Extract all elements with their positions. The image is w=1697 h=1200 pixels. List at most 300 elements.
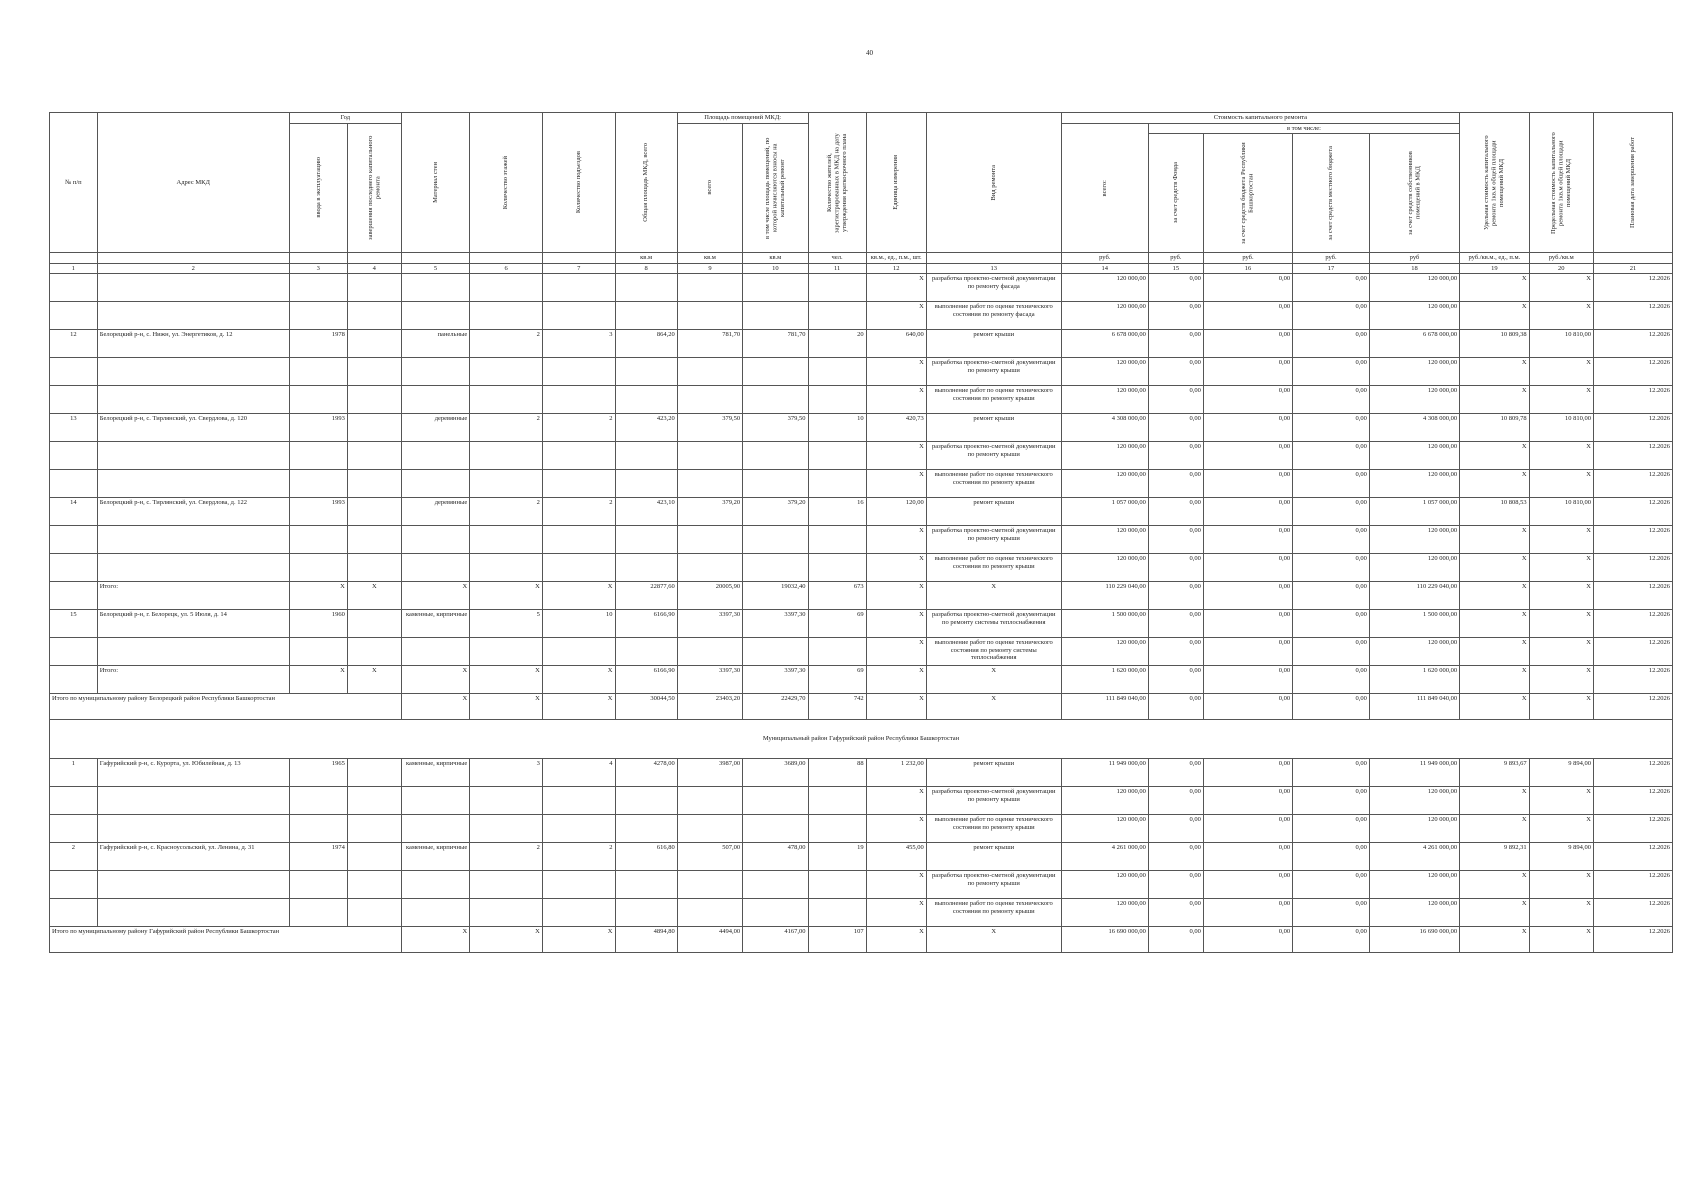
cell-address <box>97 274 289 302</box>
table-row <box>50 414 1673 442</box>
cell-cost-total: 120 000,00 <box>1061 470 1148 498</box>
cell-year-commission <box>289 899 347 927</box>
cell-total-area: 423,10 <box>615 498 677 526</box>
cell-floors <box>470 274 543 302</box>
cell-premises-residential <box>743 274 808 302</box>
cell-cost-fund: 0,00 <box>1148 759 1203 787</box>
cell-planned-date: 12.2026 <box>1593 638 1672 666</box>
cell-wall-material <box>401 470 469 498</box>
cell-entrances: 3 <box>542 330 615 358</box>
cell-total-area: 30044,50 <box>615 694 677 720</box>
cell-floors <box>470 787 543 815</box>
cell-num <box>50 638 98 666</box>
cell-residents: 742 <box>808 694 866 720</box>
cell-wall-material: X <box>401 582 469 610</box>
cell-cost-republic: 0,00 <box>1203 274 1292 302</box>
cell-entrances: 10 <box>542 610 615 638</box>
cell-unit-cost: X <box>1460 526 1530 554</box>
total-row-gafuri <box>50 927 1673 953</box>
cell-cost-local: 0,00 <box>1293 582 1370 610</box>
column-number: 2 <box>97 263 289 274</box>
cell-year-commission: 1974 <box>289 843 347 871</box>
cell-unit: X <box>866 554 926 582</box>
cell-residents <box>808 274 866 302</box>
cell-entrances <box>542 526 615 554</box>
cell-cost-total: 120 000,00 <box>1061 554 1148 582</box>
cell-cost-fund: 0,00 <box>1148 899 1203 927</box>
cell-planned-date: 12.2026 <box>1593 759 1672 787</box>
cell-address: Гафурийский р-н, с. Красноусольский, ул. Ленина, д. 31 <box>97 843 289 871</box>
cell-year-commission: X <box>289 582 347 610</box>
header-entrances: Количество подъездов <box>542 113 615 253</box>
cell-repair-type: выполнение работ по оценке технического состояния по ремонту системы теплоснабжения <box>926 638 1061 666</box>
cell-cost-republic: 0,00 <box>1203 815 1292 843</box>
cell-cost-fund: 0,00 <box>1148 843 1203 871</box>
header-repair-type: Вид ремонта <box>926 113 1061 253</box>
cell-premises-total: 507,00 <box>677 843 742 871</box>
cell-year-commission <box>289 815 347 843</box>
cell-wall-material <box>401 554 469 582</box>
cell-planned-date: 12.2026 <box>1593 302 1672 330</box>
cell-max-cost: 10 810,00 <box>1529 414 1593 442</box>
cell-cost-owners: 111 849 040,00 <box>1369 694 1459 720</box>
cell-floors: 5 <box>470 610 543 638</box>
units-row <box>50 253 1673 264</box>
cell-unit: X <box>866 386 926 414</box>
cell-cost-republic: 0,00 <box>1203 899 1292 927</box>
column-number: 11 <box>808 263 866 274</box>
cell-year-commission: 1978 <box>289 330 347 358</box>
header-planned-date: Плановая дата завершения работ <box>1593 113 1672 253</box>
cell-cost-owners: 120 000,00 <box>1369 815 1459 843</box>
cell-entrances <box>542 638 615 666</box>
header-num: № п/п <box>50 113 98 253</box>
cell-premises-residential: 3397,30 <box>743 610 808 638</box>
unit-cell: руб. <box>1148 253 1203 264</box>
cell-entrances <box>542 274 615 302</box>
cell-total-area: 6166,90 <box>615 666 677 694</box>
cell-year-commission <box>289 386 347 414</box>
cell-planned-date: 12.2026 <box>1593 815 1672 843</box>
column-number: 21 <box>1593 263 1672 274</box>
cell-cost-fund: 0,00 <box>1148 358 1203 386</box>
cell-premises-residential: 4167,00 <box>743 927 808 953</box>
cell-unit-cost: 10 808,53 <box>1460 498 1530 526</box>
cell-unit: X <box>866 358 926 386</box>
repair-plan-table <box>49 112 1673 953</box>
cell-unit: 640,00 <box>866 330 926 358</box>
cell-max-cost: 9 894,00 <box>1529 843 1593 871</box>
cell-max-cost: X <box>1529 899 1593 927</box>
cell-unit-cost: 10 809,38 <box>1460 330 1530 358</box>
cell-cost-owners: 120 000,00 <box>1369 302 1459 330</box>
table-row <box>50 470 1673 498</box>
cell-repair-type: X <box>926 694 1061 720</box>
cell-unit-cost: X <box>1460 610 1530 638</box>
cell-cost-republic: 0,00 <box>1203 871 1292 899</box>
header-unit-cost: Удельная стоимость капитального ремонта 1кв.м общей площади помещений МКД <box>1460 113 1530 253</box>
header-cost-republic: за счет средств бюджета Республики Башкортостан <box>1203 134 1292 253</box>
cell-unit: X <box>866 638 926 666</box>
cell-unit-cost: X <box>1460 442 1530 470</box>
cell-floors <box>470 899 543 927</box>
cell-unit: 1 232,00 <box>866 759 926 787</box>
cell-cost-owners: 120 000,00 <box>1369 526 1459 554</box>
beloretsk-rows <box>50 274 1673 694</box>
table-row <box>50 815 1673 843</box>
cell-entrances <box>542 554 615 582</box>
cell-premises-residential <box>743 470 808 498</box>
cell-num <box>50 386 98 414</box>
cell-max-cost: 10 810,00 <box>1529 330 1593 358</box>
unit-cell <box>401 253 469 264</box>
unit-cell: кв.м <box>615 253 677 264</box>
cell-total-area: 423,20 <box>615 414 677 442</box>
cell-total-area <box>615 787 677 815</box>
cell-wall-material <box>401 302 469 330</box>
cell-total-area <box>615 815 677 843</box>
beloretsk-total <box>50 694 1673 720</box>
cell-entrances <box>542 787 615 815</box>
cell-premises-residential: 379,20 <box>743 498 808 526</box>
cell-year-last-repair <box>347 330 401 358</box>
cell-cost-republic: 0,00 <box>1203 302 1292 330</box>
header-cost-total: всего: <box>1061 123 1148 253</box>
cell-residents <box>808 358 866 386</box>
cell-wall-material: каменные, кирпичные <box>401 843 469 871</box>
cell-cost-local: 0,00 <box>1293 498 1370 526</box>
cell-wall-material <box>401 787 469 815</box>
cell-cost-republic: 0,00 <box>1203 330 1292 358</box>
table-row <box>50 442 1673 470</box>
cell-repair-type: разработка проектно-сметной документации по ремонту системы теплоснабжения <box>926 610 1061 638</box>
cell-residents: 107 <box>808 927 866 953</box>
cell-year-commission <box>289 274 347 302</box>
unit-cell: кв.м <box>677 253 742 264</box>
cell-max-cost: 9 894,00 <box>1529 759 1593 787</box>
cell-year-commission <box>289 871 347 899</box>
cell-cost-total: 120 000,00 <box>1061 871 1148 899</box>
cell-repair-type: выполнение работ по оценке технического состояния по ремонту крыши <box>926 470 1061 498</box>
cell-residents: 19 <box>808 843 866 871</box>
cell-unit: 455,00 <box>866 843 926 871</box>
cell-planned-date: 12.2026 <box>1593 871 1672 899</box>
cell-cost-republic: 0,00 <box>1203 442 1292 470</box>
cell-total-area <box>615 470 677 498</box>
cell-total-area <box>615 526 677 554</box>
cell-residents <box>808 386 866 414</box>
cell-premises-total <box>677 899 742 927</box>
column-number: 20 <box>1529 263 1593 274</box>
cell-wall-material: X <box>401 927 469 953</box>
cell-cost-local: 0,00 <box>1293 666 1370 694</box>
table-row <box>50 386 1673 414</box>
cell-repair-type: X <box>926 582 1061 610</box>
cell-cost-republic: 0,00 <box>1203 582 1292 610</box>
cell-repair-type: выполнение работ по оценке технического состояния по ремонту крыши <box>926 815 1061 843</box>
cell-cost-republic: 0,00 <box>1203 666 1292 694</box>
unit-cell: руб./кв.м., ед., п.м. <box>1460 253 1530 264</box>
cell-unit: X <box>866 927 926 953</box>
table-row <box>50 274 1673 302</box>
cell-premises-residential: 478,00 <box>743 843 808 871</box>
unit-cell: руб./кв.м <box>1529 253 1593 264</box>
cell-year-last-repair <box>347 899 401 927</box>
cell-cost-total: 120 000,00 <box>1061 274 1148 302</box>
header-address: Адрес МКД <box>97 113 289 253</box>
cell-total-area <box>615 302 677 330</box>
cell-max-cost: X <box>1529 274 1593 302</box>
total-label: Итого по муниципальному району Белорецкий район Республики Башкортостан <box>50 694 402 720</box>
cell-cost-local: 0,00 <box>1293 759 1370 787</box>
cell-year-commission: X <box>289 666 347 694</box>
table-row <box>50 526 1673 554</box>
cell-max-cost: X <box>1529 815 1593 843</box>
cell-repair-type: выполнение работ по оценке технического состояния по ремонту фасада <box>926 302 1061 330</box>
cell-premises-residential <box>743 526 808 554</box>
cell-repair-type: выполнение работ по оценке технического состояния по ремонту крыши <box>926 899 1061 927</box>
cell-premises-total: 3397,30 <box>677 666 742 694</box>
unit-cell: кв.м <box>743 253 808 264</box>
cell-premises-residential <box>743 638 808 666</box>
unit-cell <box>289 253 347 264</box>
cell-unit-cost: X <box>1460 358 1530 386</box>
cell-residents <box>808 302 866 330</box>
cell-num <box>50 442 98 470</box>
cell-unit: X <box>866 274 926 302</box>
cell-total-area <box>615 274 677 302</box>
cell-entrances <box>542 442 615 470</box>
cell-total-area: 4894,80 <box>615 927 677 953</box>
cell-cost-republic: 0,00 <box>1203 358 1292 386</box>
cell-planned-date: 12.2026 <box>1593 554 1672 582</box>
cell-num <box>50 358 98 386</box>
cell-unit-cost: X <box>1460 470 1530 498</box>
cell-unit: X <box>866 815 926 843</box>
cell-cost-local: 0,00 <box>1293 787 1370 815</box>
cell-cost-local: 0,00 <box>1293 610 1370 638</box>
cell-repair-type: ремонт крыши <box>926 759 1061 787</box>
cell-residents: 88 <box>808 759 866 787</box>
cell-cost-republic: 0,00 <box>1203 470 1292 498</box>
cell-cost-local: 0,00 <box>1293 386 1370 414</box>
cell-repair-type: разработка проектно-сметной документации по ремонту крыши <box>926 358 1061 386</box>
cell-cost-total: 1 500 000,00 <box>1061 610 1148 638</box>
cell-wall-material <box>401 442 469 470</box>
header-year-group: Год <box>289 113 401 124</box>
cell-unit-cost: X <box>1460 638 1530 666</box>
cell-cost-owners: 120 000,00 <box>1369 871 1459 899</box>
cell-cost-total: 120 000,00 <box>1061 386 1148 414</box>
cell-num <box>50 582 98 610</box>
cell-cost-republic: 0,00 <box>1203 610 1292 638</box>
cell-entrances <box>542 358 615 386</box>
cell-unit-cost: X <box>1460 582 1530 610</box>
cell-repair-type: выполнение работ по оценке технического состояния по ремонту крыши <box>926 386 1061 414</box>
cell-entrances: X <box>542 927 615 953</box>
cell-max-cost: X <box>1529 470 1593 498</box>
cell-address: Белорецкий р-н, с. Нижн, ул. Энергетиков, д. 12 <box>97 330 289 358</box>
cell-year-last-repair <box>347 871 401 899</box>
cell-premises-residential <box>743 554 808 582</box>
cell-premises-residential: 781,70 <box>743 330 808 358</box>
cell-floors <box>470 526 543 554</box>
column-number: 12 <box>866 263 926 274</box>
cell-cost-owners: 120 000,00 <box>1369 442 1459 470</box>
cell-premises-residential: 3689,00 <box>743 759 808 787</box>
cell-wall-material <box>401 638 469 666</box>
cell-entrances: X <box>542 666 615 694</box>
cell-year-commission <box>289 526 347 554</box>
cell-repair-type: ремонт крыши <box>926 330 1061 358</box>
gafuri-rows <box>50 759 1673 927</box>
cell-cost-local: 0,00 <box>1293 274 1370 302</box>
cell-max-cost: X <box>1529 787 1593 815</box>
cell-cost-total: 110 229 040,00 <box>1061 582 1148 610</box>
cell-cost-local: 0,00 <box>1293 302 1370 330</box>
cell-cost-republic: 0,00 <box>1203 526 1292 554</box>
cell-cost-total: 6 678 000,00 <box>1061 330 1148 358</box>
cell-unit: 120,00 <box>866 498 926 526</box>
cell-repair-type: ремонт крыши <box>926 414 1061 442</box>
cell-num <box>50 302 98 330</box>
cell-max-cost: X <box>1529 302 1593 330</box>
cell-cost-fund: 0,00 <box>1148 638 1203 666</box>
cell-floors: 2 <box>470 414 543 442</box>
cell-total-area <box>615 638 677 666</box>
cell-max-cost: X <box>1529 871 1593 899</box>
cell-premises-total <box>677 815 742 843</box>
cell-cost-local: 0,00 <box>1293 843 1370 871</box>
cell-planned-date: 12.2026 <box>1593 694 1672 720</box>
cell-cost-fund: 0,00 <box>1148 526 1203 554</box>
cell-cost-local: 0,00 <box>1293 899 1370 927</box>
column-number: 16 <box>1203 263 1292 274</box>
header-floors: Количество этажей <box>470 113 543 253</box>
cell-cost-owners: 16 690 000,00 <box>1369 927 1459 953</box>
cell-unit-cost: 9 893,67 <box>1460 759 1530 787</box>
cell-cost-local: 0,00 <box>1293 442 1370 470</box>
cell-wall-material <box>401 815 469 843</box>
cell-premises-residential <box>743 302 808 330</box>
cell-wall-material <box>401 899 469 927</box>
cell-premises-total <box>677 554 742 582</box>
cell-cost-owners: 120 000,00 <box>1369 554 1459 582</box>
cell-cost-total: 120 000,00 <box>1061 442 1148 470</box>
cell-entrances <box>542 302 615 330</box>
cell-cost-fund: 0,00 <box>1148 414 1203 442</box>
cell-cost-owners: 120 000,00 <box>1369 787 1459 815</box>
cell-planned-date: 12.2026 <box>1593 927 1672 953</box>
cell-total-area: 864,20 <box>615 330 677 358</box>
cell-cost-local: 0,00 <box>1293 330 1370 358</box>
cell-repair-type: разработка проектно-сметной документации по ремонту крыши <box>926 787 1061 815</box>
cell-premises-residential <box>743 358 808 386</box>
unit-cell: кв.м., ед., п.м., шт. <box>866 253 926 264</box>
cell-num <box>50 871 98 899</box>
cell-cost-owners: 120 000,00 <box>1369 899 1459 927</box>
header-incl: в том числе: <box>1148 123 1459 134</box>
cell-premises-total <box>677 386 742 414</box>
cell-cost-local: 0,00 <box>1293 638 1370 666</box>
cell-cost-republic: 0,00 <box>1203 759 1292 787</box>
cell-residents: 69 <box>808 610 866 638</box>
cell-year-commission: 1993 <box>289 498 347 526</box>
cell-year-last-repair <box>347 638 401 666</box>
cell-unit-cost: 9 892,31 <box>1460 843 1530 871</box>
table-row <box>50 358 1673 386</box>
cell-cost-total: 11 949 000,00 <box>1061 759 1148 787</box>
cell-max-cost: X <box>1529 386 1593 414</box>
cell-cost-fund: 0,00 <box>1148 442 1203 470</box>
cell-cost-local: 0,00 <box>1293 694 1370 720</box>
total-label: Итого по муниципальному району Гафурийский район Республики Башкортостан <box>50 927 402 953</box>
column-number: 14 <box>1061 263 1148 274</box>
repair-plan-table-wrapper <box>49 112 1673 953</box>
cell-repair-type: разработка проектно-сметной документации по ремонту крыши <box>926 871 1061 899</box>
cell-unit: X <box>866 442 926 470</box>
cell-cost-republic: 0,00 <box>1203 414 1292 442</box>
header-cost-local: за счет средств местного бюджета <box>1293 134 1370 253</box>
cell-cost-owners: 4 261 000,00 <box>1369 843 1459 871</box>
cell-cost-local: 0,00 <box>1293 815 1370 843</box>
cell-cost-fund: 0,00 <box>1148 871 1203 899</box>
cell-max-cost: X <box>1529 610 1593 638</box>
cell-cost-total: 120 000,00 <box>1061 787 1148 815</box>
cell-cost-owners: 120 000,00 <box>1369 386 1459 414</box>
cell-cost-republic: 0,00 <box>1203 787 1292 815</box>
cell-residents <box>808 638 866 666</box>
cell-year-last-repair <box>347 498 401 526</box>
cell-num: 13 <box>50 414 98 442</box>
cell-cost-total: 120 000,00 <box>1061 815 1148 843</box>
cell-max-cost: X <box>1529 666 1593 694</box>
cell-residents <box>808 442 866 470</box>
column-number: 13 <box>926 263 1061 274</box>
cell-premises-residential: 22429,70 <box>743 694 808 720</box>
cell-planned-date: 12.2026 <box>1593 610 1672 638</box>
cell-unit: X <box>866 470 926 498</box>
cell-wall-material <box>401 871 469 899</box>
cell-entrances <box>542 470 615 498</box>
total-row-beloretsk <box>50 694 1673 720</box>
cell-address <box>97 899 289 927</box>
cell-floors <box>470 470 543 498</box>
cell-planned-date: 12.2026 <box>1593 358 1672 386</box>
table-row <box>50 554 1673 582</box>
cell-floors: 2 <box>470 498 543 526</box>
cell-cost-total: 120 000,00 <box>1061 899 1148 927</box>
cell-cost-fund: 0,00 <box>1148 582 1203 610</box>
cell-max-cost: 10 810,00 <box>1529 498 1593 526</box>
cell-cost-owners: 120 000,00 <box>1369 358 1459 386</box>
cell-residents <box>808 554 866 582</box>
cell-address <box>97 470 289 498</box>
cell-cost-fund: 0,00 <box>1148 815 1203 843</box>
cell-year-last-repair <box>347 414 401 442</box>
cell-cost-total: 4 308 000,00 <box>1061 414 1148 442</box>
unit-cell <box>1593 253 1672 264</box>
cell-repair-type: разработка проектно-сметной документации по ремонту фасада <box>926 274 1061 302</box>
cell-cost-owners: 120 000,00 <box>1369 274 1459 302</box>
cell-unit-cost: X <box>1460 274 1530 302</box>
cell-premises-total: 20005,90 <box>677 582 742 610</box>
cell-cost-total: 111 849 040,00 <box>1061 694 1148 720</box>
cell-cost-local: 0,00 <box>1293 871 1370 899</box>
cell-total-area <box>615 871 677 899</box>
cell-cost-republic: 0,00 <box>1203 498 1292 526</box>
cell-entrances: X <box>542 582 615 610</box>
